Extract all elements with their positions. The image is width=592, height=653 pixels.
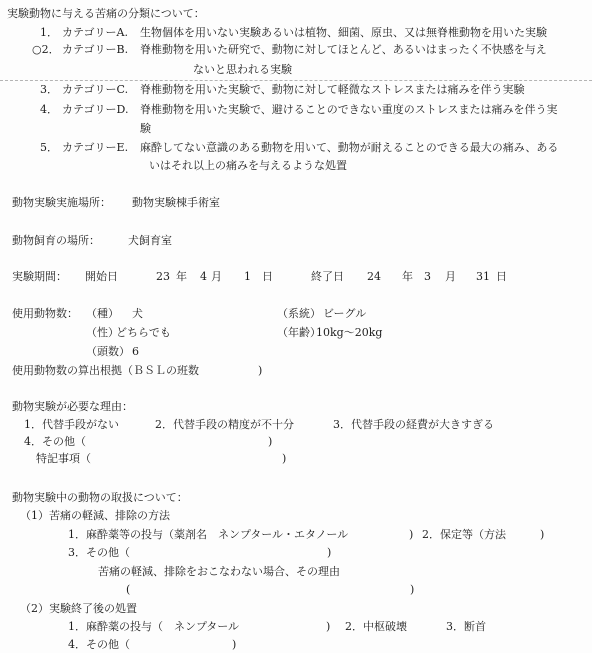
category-e-desc-cont: いはそれ以上の痛みを与えるような処置 <box>149 159 347 172</box>
count-basis: 使用動物数の算出根拠（ＢＳＬの班数 <box>12 364 199 377</box>
end-year: 24 <box>367 270 381 283</box>
place-label: 動物実験実施場所： <box>12 196 111 209</box>
category-d-marker: 4． <box>40 103 58 116</box>
count-basis-close: ) <box>258 364 263 377</box>
post-method-4: 4．その他（ <box>68 638 130 651</box>
category-a-desc: 生物個体を用いない実験あるいは植物、細菌、原虫、又は無脊椎動物を用いた実験 <box>140 26 547 39</box>
start-year: 23 <box>156 270 170 283</box>
no-relief-reason: 苦痛の軽減、排除をおこなわない場合、その理由 <box>98 565 340 578</box>
age-value: 10kg～20kg <box>316 326 383 339</box>
relief-method-2: 2．保定等（方法 <box>422 528 506 541</box>
end-month-unit: 月 <box>445 270 456 283</box>
category-b-marker: ○2． <box>32 43 60 56</box>
reason-other-close: ) <box>268 435 273 448</box>
relief-method-1-close: ) <box>409 528 414 541</box>
start-year-unit: 年 <box>176 270 187 283</box>
scan-line <box>0 80 592 81</box>
no-relief-close: ) <box>410 583 415 596</box>
start-month-unit: 月 <box>211 270 222 283</box>
reason-heading: 動物実験が必要な理由： <box>12 400 133 413</box>
head-count-value: 6 <box>132 345 139 358</box>
strain-label: （系統） <box>277 307 321 320</box>
relief-method-2-close: ) <box>540 528 545 541</box>
end-day-unit: 日 <box>496 270 507 283</box>
handling-heading: 動物実験中の動物の取扱について： <box>12 491 188 504</box>
special-notes: 特記事項（ <box>36 452 91 465</box>
age-label: （年齢） <box>277 326 321 339</box>
category-e-desc: 麻酔してない意識のある動物を用いて、動物が耐えることのできる最大の痛み、ある <box>140 141 559 154</box>
sex-value: どちらでも <box>116 326 171 339</box>
category-d-name: カテゴリーD. <box>62 103 129 116</box>
relief-section-title: （1）苦痛の軽減、排除の方法 <box>20 509 170 522</box>
category-a-name: カテゴリーA. <box>62 26 129 39</box>
species-value: 犬 <box>132 307 143 320</box>
end-year-unit: 年 <box>402 270 413 283</box>
category-e-name: カテゴリーE. <box>62 141 129 154</box>
no-relief-open: ( <box>126 583 131 596</box>
strain-value: ビーグル <box>323 307 367 320</box>
post-method-4-close: ) <box>232 638 237 651</box>
post-method-1: 1．麻酔薬の投与（ ネンプタール <box>68 620 240 633</box>
start-date-label: 開始日 <box>85 270 118 283</box>
start-month: 4 <box>200 270 207 283</box>
start-day-unit: 日 <box>262 270 273 283</box>
sex-label: （性） <box>86 326 119 339</box>
category-d-desc: 脊椎動物を用いた実験で、避けることのできない重度のストレスまたは痛みを伴う実 <box>140 103 558 116</box>
category-e-marker: 5． <box>40 141 58 154</box>
housing-value: 犬飼育室 <box>128 234 172 247</box>
relief-method-3-close: ) <box>327 546 332 559</box>
start-day: 1 <box>244 270 251 283</box>
post-experiment-title: （2）実験終了後の処置 <box>20 602 137 615</box>
relief-method-3: 3．その他（ <box>68 546 130 559</box>
end-day: 31 <box>476 270 490 283</box>
category-c-name: カテゴリーC. <box>62 83 129 96</box>
special-notes-close: ) <box>282 452 287 465</box>
place-value: 動物実験棟手術室 <box>132 196 220 209</box>
post-method-3: 3．断首 <box>446 620 486 633</box>
animal-count-label: 使用動物数： <box>12 307 78 320</box>
category-c-desc: 脊椎動物を用いた実験で、動物に対して軽微なストレスまたは痛みを伴う実験 <box>140 83 525 96</box>
period-label: 実験期間： <box>12 270 67 283</box>
housing-label: 動物飼育の場所： <box>12 234 100 247</box>
category-b-desc-cont: ないと思われる実験 <box>193 63 292 76</box>
end-month: 3 <box>424 270 431 283</box>
category-b-desc: 脊椎動物を用いた研究で、動物に対してほとんど、あるいはまったく不快感を与え <box>140 43 547 56</box>
relief-method-1: 1．麻酔薬等の投与（薬剤名 ネンプタール・エタノール <box>68 528 349 541</box>
category-c-marker: 3． <box>40 83 58 96</box>
species-label: （種） <box>86 307 119 320</box>
head-count-label: （頭数） <box>86 345 130 358</box>
category-b-name: カテゴリーB. <box>62 43 129 56</box>
end-date-label: 終了日 <box>311 270 344 283</box>
reason-option-2: 2．代替手段の精度が不十分 <box>155 418 294 431</box>
post-method-2: 2．中枢破壊 <box>345 620 407 633</box>
post-method-1-close: ) <box>326 620 331 633</box>
reason-other: 4．その他（ <box>24 435 86 448</box>
category-heading: 実験動物に与える苦痛の分類について： <box>7 7 205 20</box>
category-d-desc-cont: 験 <box>140 122 151 135</box>
category-a-marker: 1． <box>40 26 58 39</box>
reason-option-1: 1．代替手段がない <box>24 418 119 431</box>
reason-option-3: 3．代替手段の経費が大きすぎる <box>333 418 494 431</box>
